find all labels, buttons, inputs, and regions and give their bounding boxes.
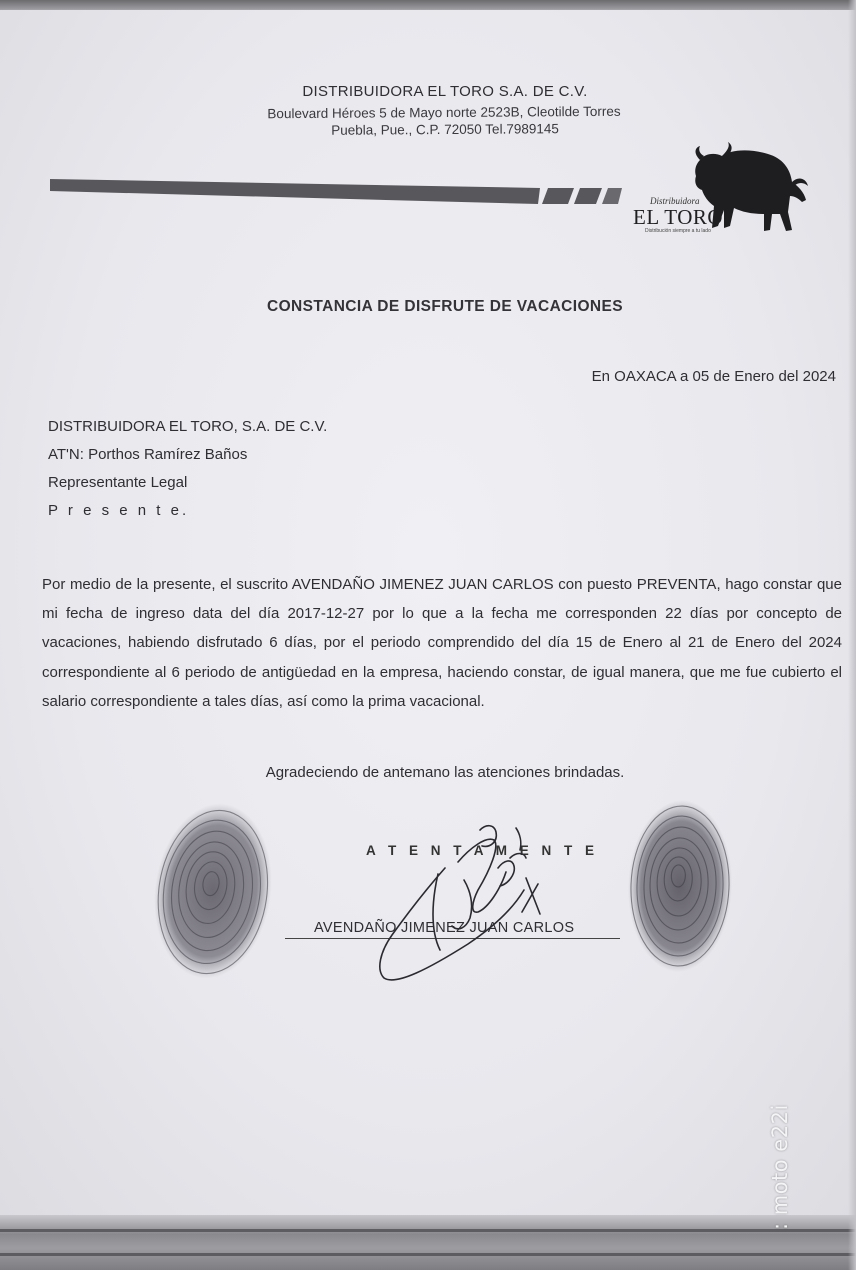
company-name: DISTRIBUIDORA EL TORO S.A. DE C.V. [302,83,588,100]
signer-name: AVENDAÑO JIMENEZ JUAN CARLOS [314,920,575,936]
right-fingerprint [621,794,739,978]
recipient-company: DISTRIBUIDORA EL TORO, S.A. DE C.V. [48,418,328,435]
right-edge [848,0,856,1270]
bottom-edge [0,1215,856,1270]
document-title: CONSTANCIA DE DISFRUTE DE VACACIONES [267,298,623,315]
logo-tagline: Distribución siempre a tu lado [645,228,711,234]
logo-small-text: Distribuidora [650,196,700,206]
place-date: En OAXACA a 05 de Enero del 2024 [591,368,836,385]
left-fingerprint [135,788,290,994]
logo-main-text: EL TORO [633,205,724,229]
body-paragraph: Por medio de la presente, el suscrito AVENDAÑO JIMENEZ JUAN CARLOS con puesto PREVENTA, hago constar que mi fecha de ingreso data del día 2017-12-27 por lo que a la fecha me corresponden 22 días por concepto de vacaciones, habiendo disfrutado 6 días, por el periodo comprendido del día 15 de Enero al 21 de Enero del 2024 correspondiente al 6 periodo de antigüedad en la empresa, haciendo constar, de igual manera, que me fue cubierto el salario correspondiente a tales días, así como la prima vacacional. [42,576,842,710]
recipient-role: Representante Legal [48,474,188,491]
salutation: A T E N T A M E N T E [366,843,599,858]
closing-line: Agradeciendo de antemano las atenciones brindadas. [265,764,625,781]
company-address-line1: Boulevard Héroes 5 de Mayo norte 2523B, Cleotilde Torres [267,103,621,122]
company-address-line2: Puebla, Pue., C.P. 72050 Tel.7989145 [331,121,559,138]
recipient-presente: P r e s e n t e. [48,502,190,519]
letterhead-bar [0,0,856,260]
recipient-attention: AT'N: Porthos Ramírez Baños [48,446,248,463]
camera-watermark: : moto e22i [768,1104,792,1230]
signature-line [285,938,620,939]
